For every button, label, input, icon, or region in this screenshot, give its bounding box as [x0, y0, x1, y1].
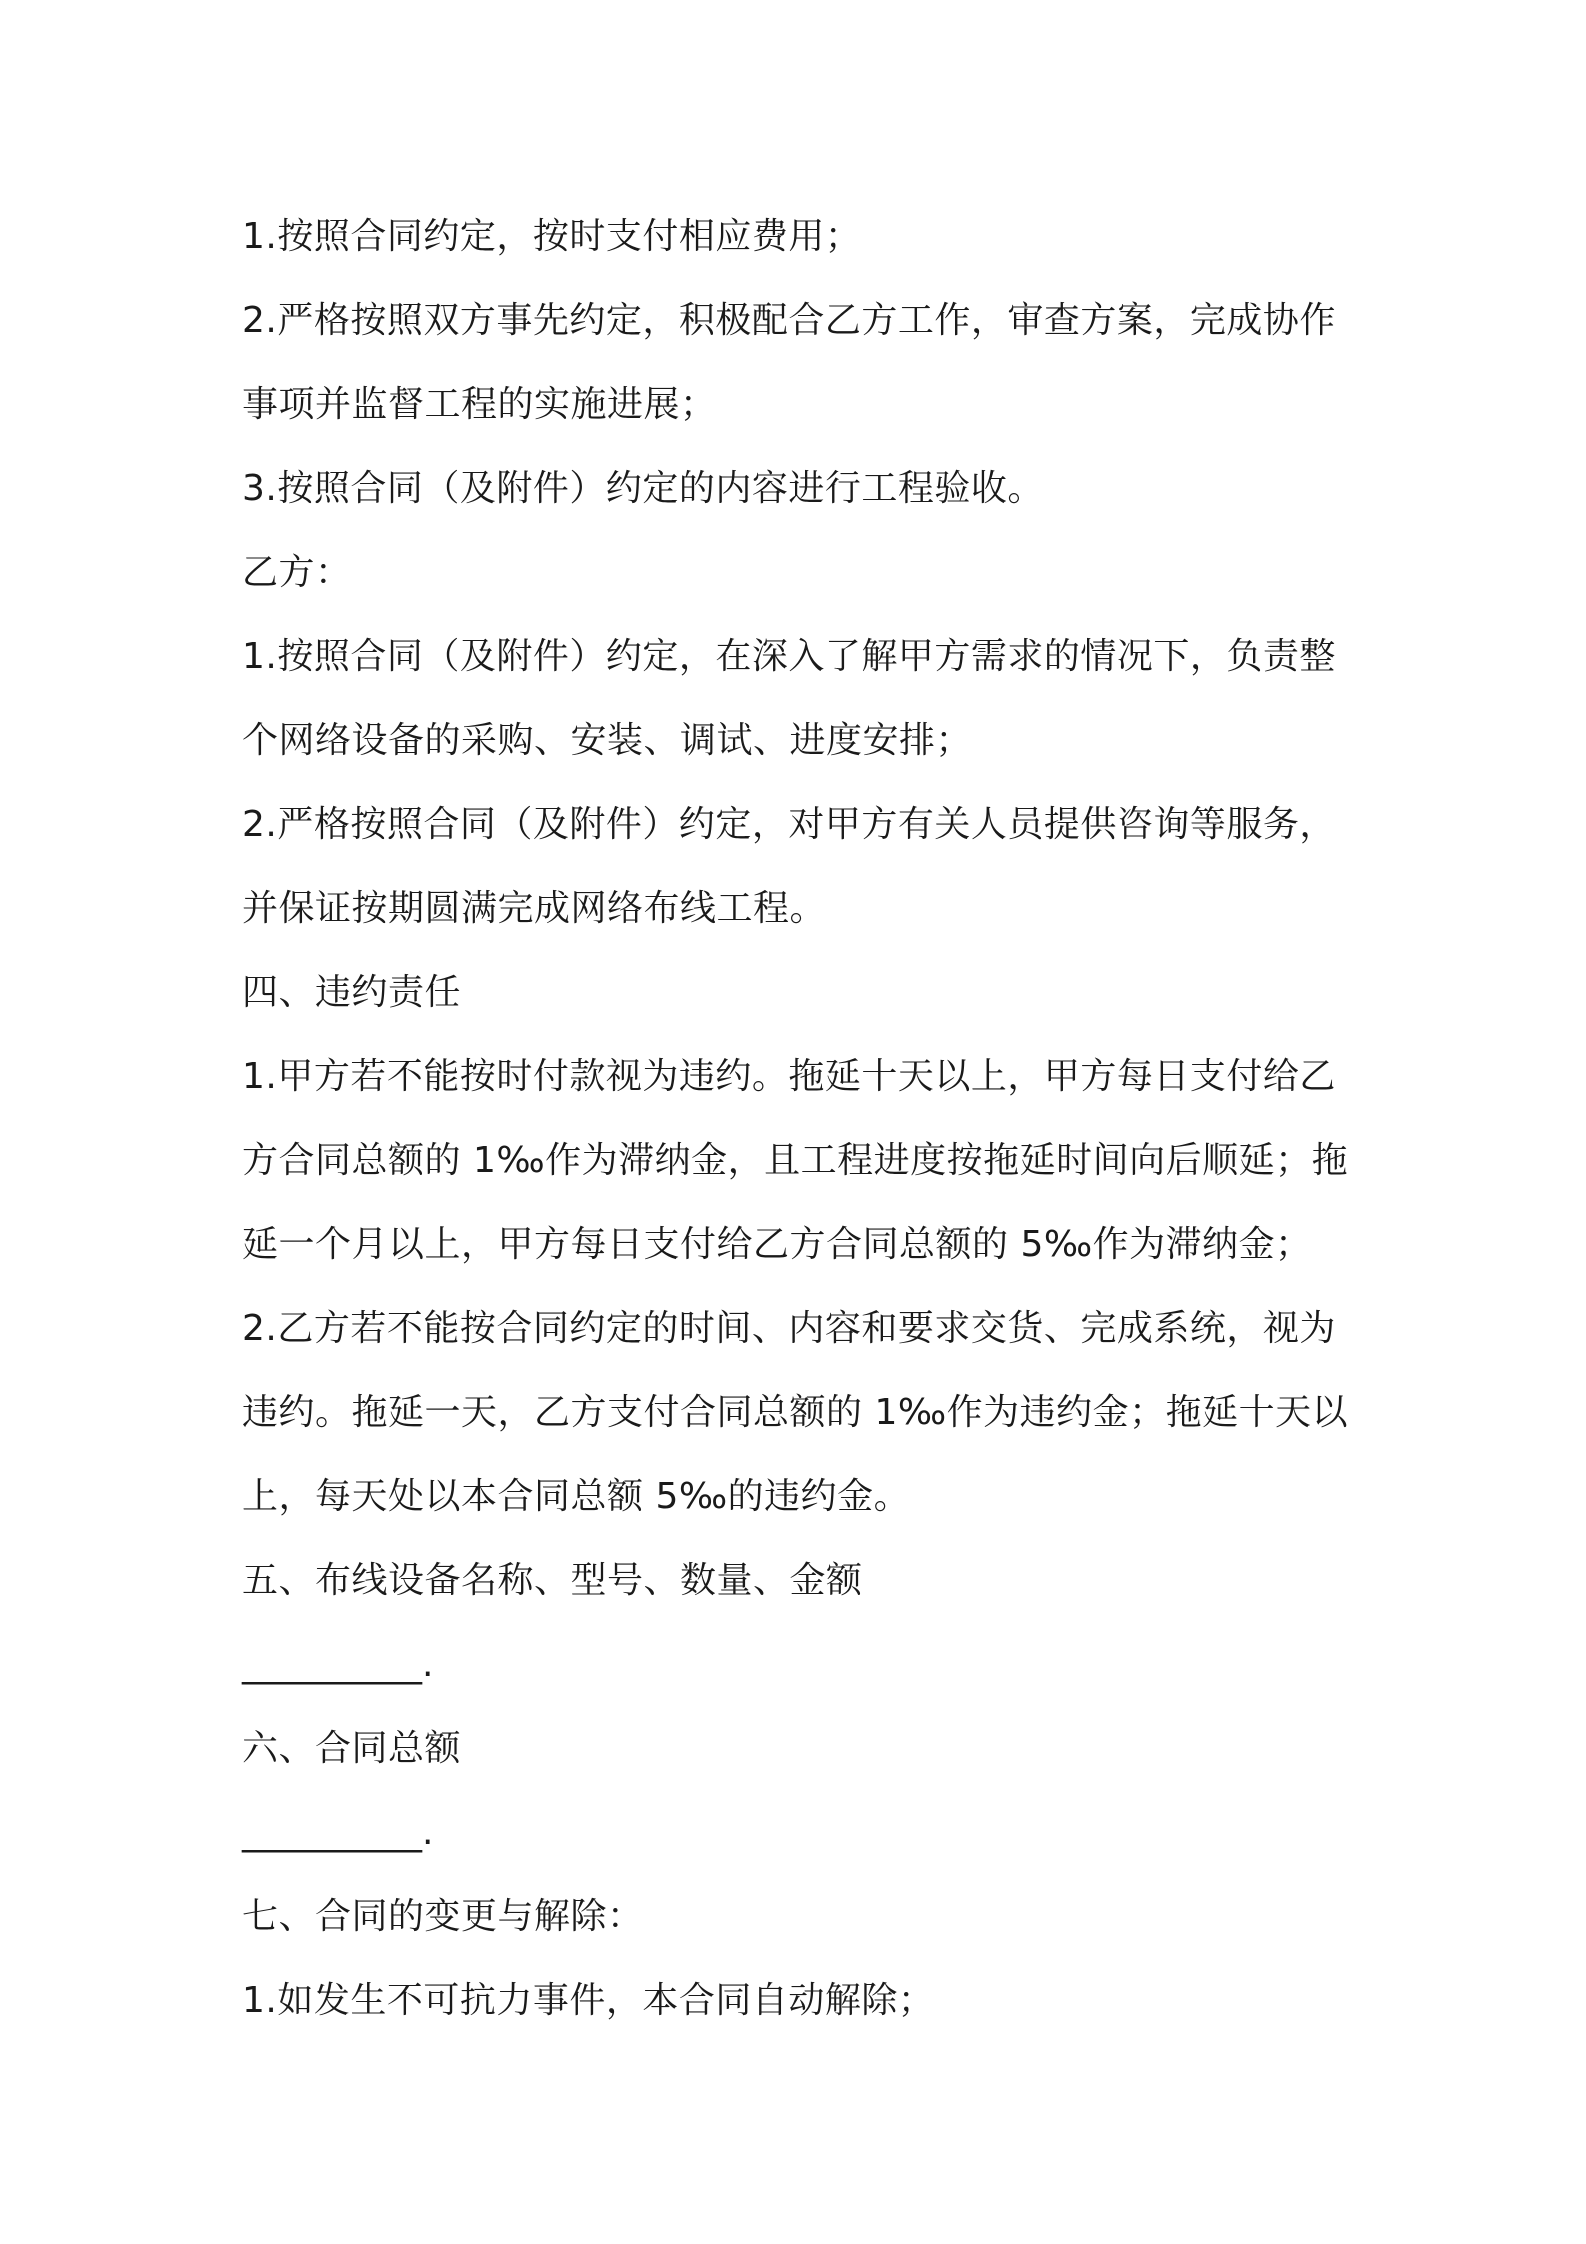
breach-clause-2-line-1: 2.乙方若不能按合同约定的时间、内容和要求交货、完成系统，视为 [242, 1308, 1336, 1349]
party-b-duty-2-line-1: 2.严格按照合同（及附件）约定，对甲方有关人员提供咨询等服务， [242, 804, 1336, 845]
section-5-heading: 五、布线设备名称、型号、数量、金额 [242, 1560, 863, 1601]
party-a-duty-1: 1.按照合同约定，按时支付相应费用； [242, 216, 862, 257]
breach-clause-1-line-3: 延一个月以上，甲方每日支付给乙方合同总额的 5‰作为滞纳金； [242, 1224, 1312, 1265]
party-b-heading: 乙方： [242, 552, 352, 593]
equipment-blank-field: __________. [242, 1644, 434, 1685]
breach-clause-2-line-3: 上，每天处以本合同总额 5‰的违约金。 [242, 1476, 911, 1517]
section-7-heading: 七、合同的变更与解除： [242, 1896, 644, 1937]
breach-clause-2-line-2: 违约。拖延一天，乙方支付合同总额的 1‰作为违约金；拖延十天以 [242, 1392, 1349, 1433]
party-b-duty-2-line-2: 并保证按期圆满完成网络布线工程。 [242, 888, 827, 929]
party-a-duty-2-line-2: 事项并监督工程的实施进展； [242, 384, 717, 425]
party-b-duty-1-line-1: 1.按照合同（及附件）约定，在深入了解甲方需求的情况下，负责整 [242, 636, 1336, 677]
total-amount-blank-field: __________. [242, 1812, 434, 1853]
party-a-duty-2-line-1: 2.严格按照双方事先约定，积极配合乙方工作，审查方案，完成协作 [242, 300, 1336, 341]
breach-clause-1-line-2: 方合同总额的 1‰作为滞纳金，且工程进度按拖延时间向后顺延；拖 [242, 1140, 1349, 1181]
section-6-heading: 六、合同总额 [242, 1728, 462, 1769]
document-page [242, 195, 1362, 2043]
termination-clause-1: 1.如发生不可抗力事件，本合同自动解除； [242, 1980, 935, 2021]
party-a-duty-3: 3.按照合同（及附件）约定的内容进行工程验收。 [242, 468, 1044, 509]
section-4-heading: 四、违约责任 [242, 972, 462, 1013]
party-b-duty-1-line-2: 个网络设备的采购、安装、调试、进度安排； [242, 720, 973, 761]
breach-clause-1-line-1: 1.甲方若不能按时付款视为违约。拖延十天以上，甲方每日支付给乙 [242, 1056, 1336, 1097]
